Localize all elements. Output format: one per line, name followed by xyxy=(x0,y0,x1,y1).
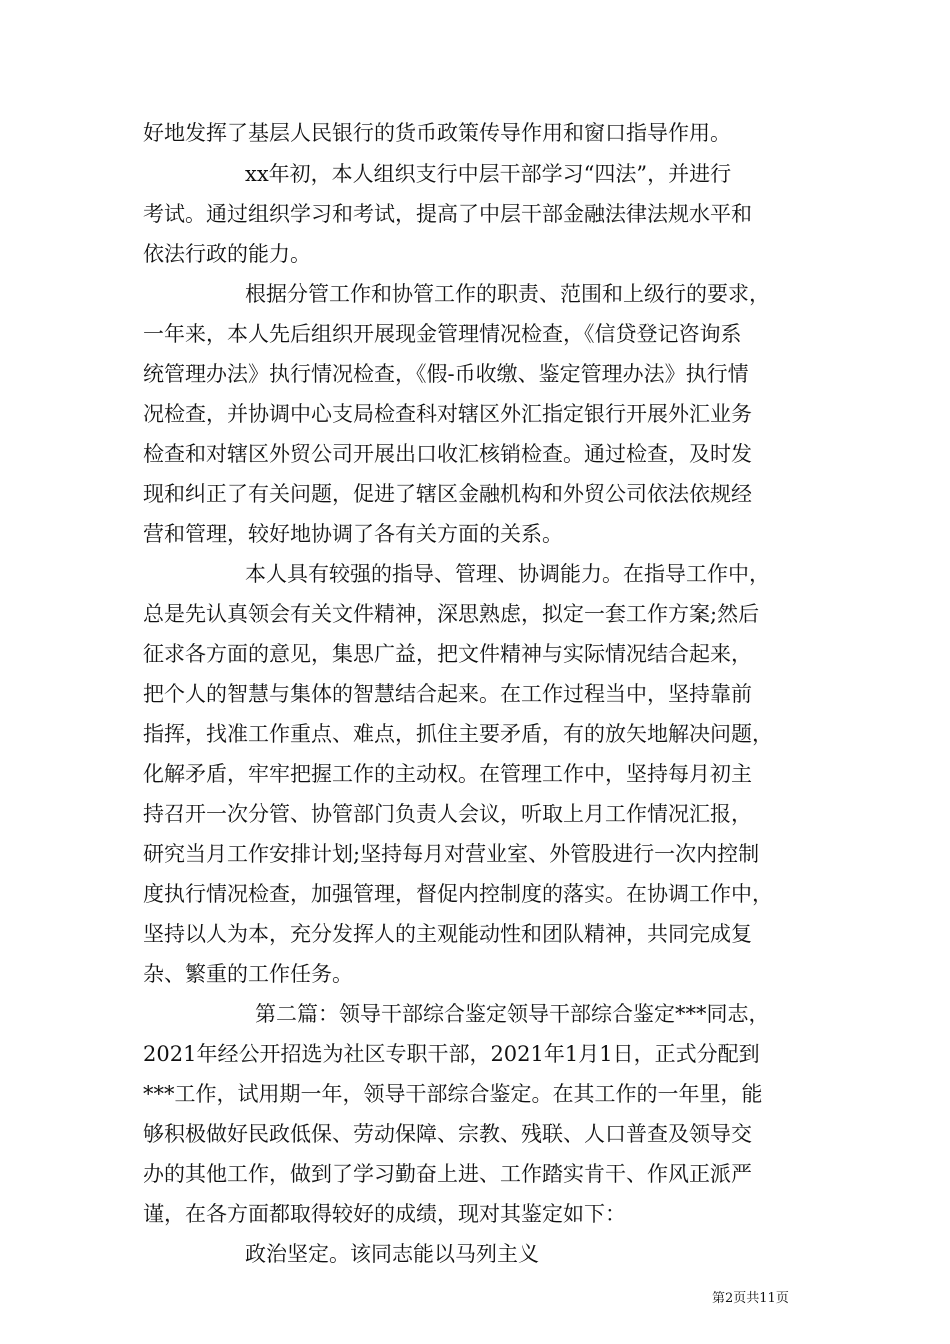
paragraph-start-line: 本人具有较强的指导、管理、协调能力。在指导工作中， xyxy=(245,562,770,586)
text-line: 况检查，并协调中心支局检查科对辖区外汇指定银行开展外汇业务 xyxy=(143,402,752,426)
text-line: 把个人的智慧与集体的智慧结合起来。在工作过程当中，坚持靠前 xyxy=(143,682,752,706)
text-line: 够积极做好民政低保、劳动保障、宗教、残联、人口普查及领导交 xyxy=(143,1122,752,1146)
text-line: 好地发挥了基层人民银行的货币政策传导作用和窗口指导作用。 xyxy=(143,121,731,145)
text-line: 依法行政的能力。 xyxy=(143,242,311,266)
paragraph-start-line: 根据分管工作和协管工作的职责、范围和上级行的要求， xyxy=(245,282,770,306)
text-line: 征求各方面的意见，集思广益，把文件精神与实际情况结合起来， xyxy=(143,642,752,666)
text-line: 总是先认真领会有关文件精神，深思熟虑，拟定一套工作方案;然后 xyxy=(143,602,760,626)
text-line: ***工作，试用期一年，领导干部综合鉴定。在其工作的一年里，能 xyxy=(143,1082,763,1106)
section-heading-line: 第二篇：领导干部综合鉴定领导干部综合鉴定***同志， xyxy=(255,1002,770,1026)
text-line: 2021年经公开招选为社区专职干部，2021年1月1日，正式分配到 xyxy=(143,1042,760,1066)
text-line: 化解矛盾，牢牢把握工作的主动权。在管理工作中，坚持每月初主 xyxy=(143,762,752,786)
text-line: 检查和对辖区外贸公司开展出口收汇核销检查。通过检查，及时发 xyxy=(143,442,752,466)
text-line: 度执行情况检查，加强管理，督促内控制度的落实。在协调工作中， xyxy=(143,882,773,906)
text-line: 考试。通过组织学习和考试，提高了中层干部金融法律法规水平和 xyxy=(143,202,752,226)
text-line: 坚持以人为本，充分发挥人的主观能动性和团队精神，共同完成复 xyxy=(143,922,752,946)
text-line: 统管理办法》执行情况检查，《假-币收缴、鉴定管理办法》执行情 xyxy=(143,362,749,386)
text-line: 办的其他工作，做到了学习勤奋上进、工作踏实肯干、作风正派严 xyxy=(143,1162,752,1186)
paragraph-start-line: 政治坚定。该同志能以马列主义 xyxy=(245,1242,539,1266)
page-number-footer: 第2页共11页 xyxy=(712,1291,789,1306)
text-line: 谨，在各方面都取得较好的成绩，现对其鉴定如下： xyxy=(143,1202,626,1226)
paragraph-start-line: xx年初，本人组织支行中层干部学习“四法”，并进行 xyxy=(245,162,732,186)
text-line: 指挥，找准工作重点、难点，抓住主要矛盾，有的放矢地解决问题， xyxy=(143,722,773,746)
text-line: 持召开一次分管、协管部门负责人会议，听取上月工作情况汇报， xyxy=(143,802,752,826)
text-line: 现和纠正了有关问题，促进了辖区金融机构和外贸公司依法依规经 xyxy=(143,482,752,506)
text-line: 研究当月工作安排计划;坚持每月对营业室、外管股进行一次内控制 xyxy=(143,842,760,866)
text-line: 杂、繁重的工作任务。 xyxy=(143,962,353,986)
text-line: 一年来，本人先后组织开展现金管理情况检查，《信贷登记咨询系 xyxy=(143,322,742,346)
text-line: 营和管理，较好地协调了各有关方面的关系。 xyxy=(143,522,563,546)
